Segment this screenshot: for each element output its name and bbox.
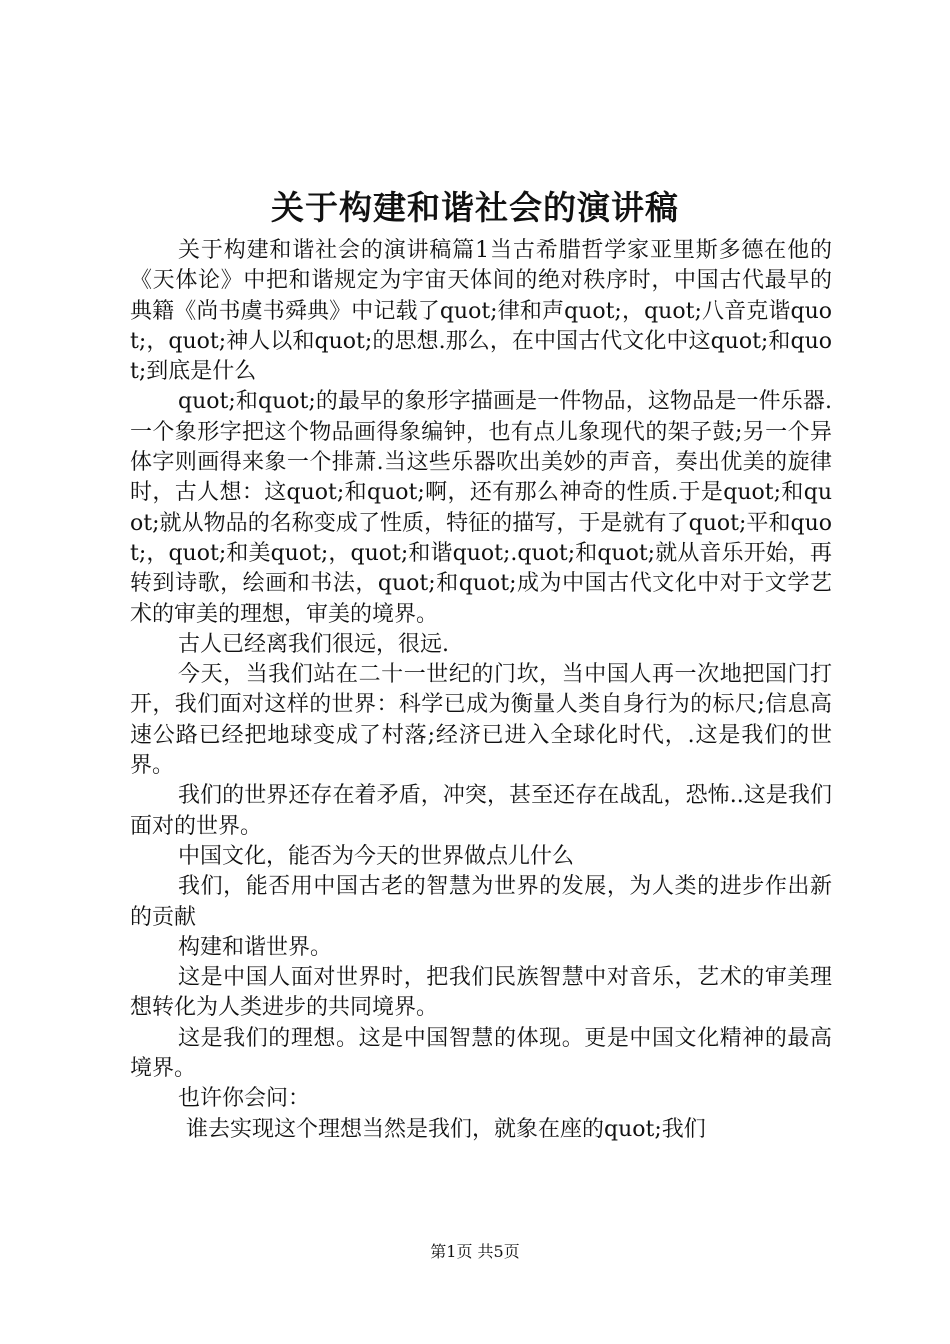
paragraph: 今天，当我们站在二十一世纪的门坎，当中国人再一次地把国门打开，我们面对这样的世界：科学已成为衡量人类自身行为的标尺;信息高速公路已经把地球变成了村落;经济已进入全球化时代，.这是我们的世界。 [130,662,832,779]
paragraph: 我们的世界还存在着矛盾，冲突，甚至还存在战乱，恐怖..这是我们面对的世界。 [130,783,832,839]
paragraph: 也许你会问： [178,1086,311,1112]
document-title: 关于构建和谐社会的演讲稿 [271,188,679,227]
paragraph: 这是我们的理想。这是中国智慧的体现。更是中国文化精神的最高境界。 [130,1025,832,1082]
paragraph: 这是中国人面对世界时，把我们民族智慧中对音乐，艺术的审美理想转化为人类进步的共同境界。 [130,965,832,1021]
paragraph: 谁去实现这个理想当然是我们，就象在座的quot;我们 [186,1116,706,1142]
paragraph: quot;和quot;的最早的象形字描画是一件物品，这物品是一件乐器.一个象形字把这个物品画得象编钟，也有点儿象现代的架子鼓;另一个异体字则画得来象一个排萧.当这些乐器吹出美妙的声音，奏出优美的旋律时，古人想：这quot;和quot;啊，还有那么神奇的性质.于是quot;和quot;就从物品的名称变成了性质，特征的描写，于是就有了quot;平和quot;，quot;和美quot;，quot;和谐quot;.quot;和quot;就从音乐开始，再转到诗歌，绘画和书法，quot;和quot;成为中国古代文化中对于文学艺术的审美的理想，审美的境界。 [130,389,832,627]
paragraph: 中国文化，能否为今天的世界做点儿什么 [178,843,575,869]
paragraph: 构建和谐世界。 [178,934,333,960]
paragraph: 古人已经离我们很远，很远. [178,631,449,657]
paragraph: 关于构建和谐社会的演讲稿篇1当古希腊哲学家亚里斯多德在他的《天体论》中把和谐规定为宇宙天体间的绝对秩序时，中国古代最早的典籍《尚书虞书舜典》中记载了quot;律和声quot;，quot;八音克谐quot;，quot;神人以和quot;的思想.那么，在中国古代文化中这quot;和quot;到底是什么 [130,238,832,385]
paragraph: 我们，能否用中国古老的智慧为世界的发展，为人类的进步作出新的贡献 [130,874,832,930]
page-footer: 第1页 共5页 [430,1242,520,1261]
document-body [130,236,832,1145]
